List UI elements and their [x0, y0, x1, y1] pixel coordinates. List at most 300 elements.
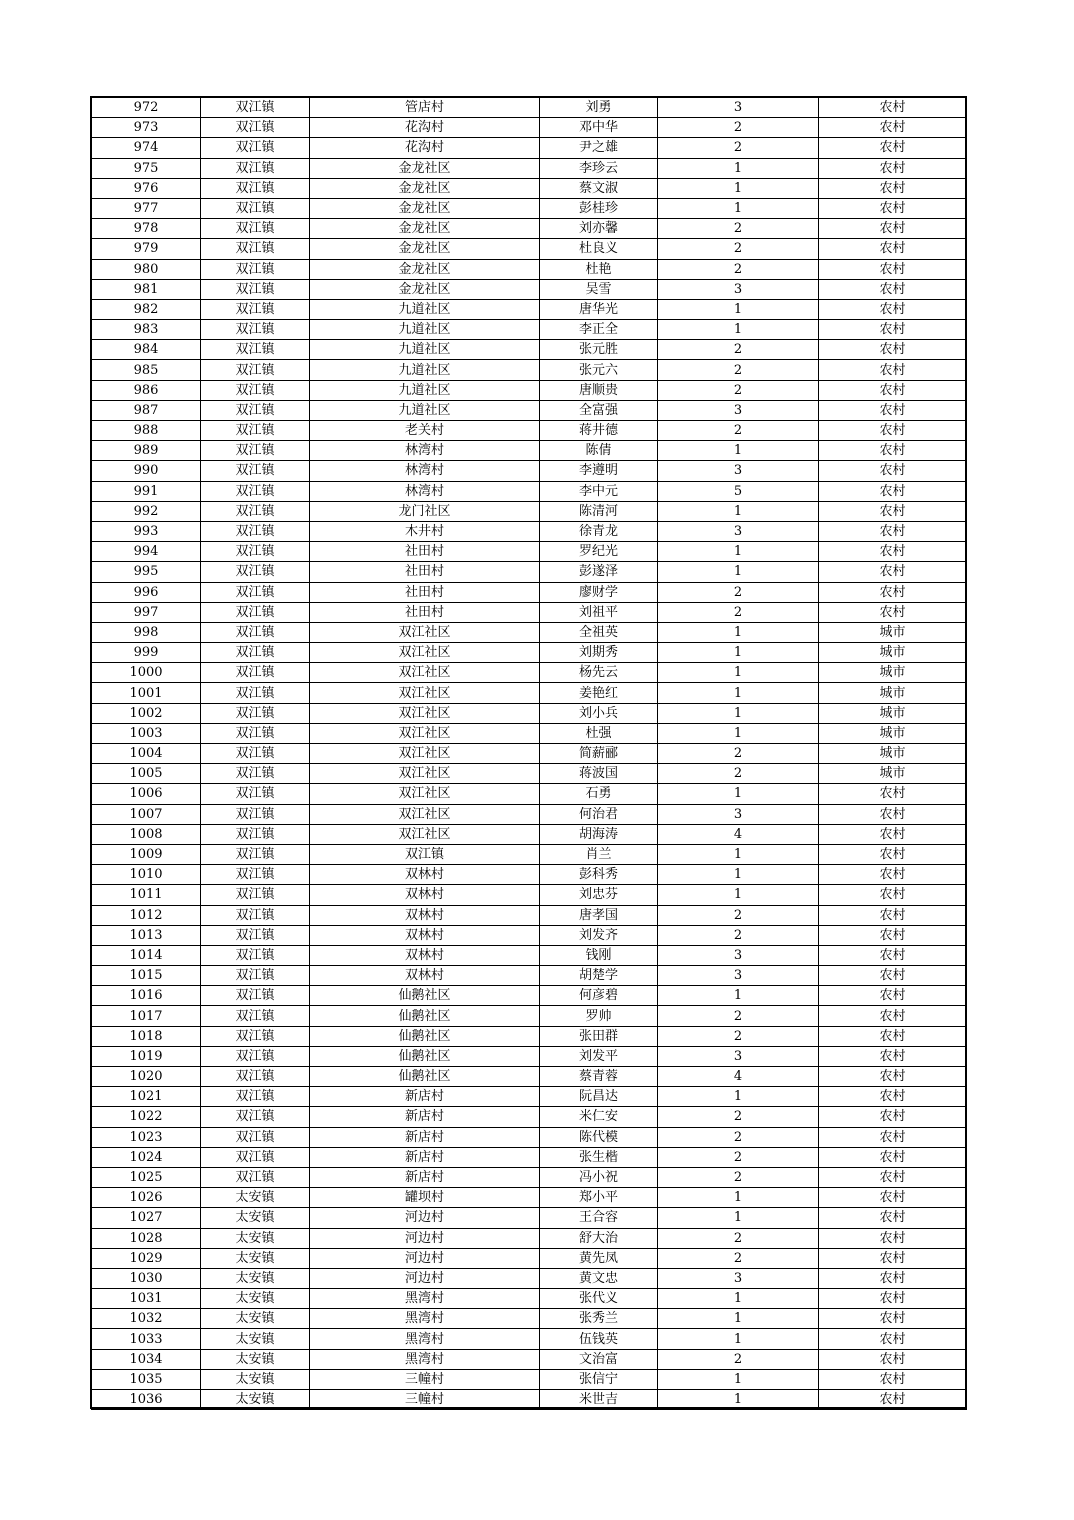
row-number-cell: 988 [92, 421, 201, 441]
row-number-cell: 1026 [92, 1188, 201, 1208]
village-cell: 花沟村 [310, 118, 540, 138]
area-type-cell: 农村 [819, 360, 967, 380]
town-cell: 太安镇 [201, 1309, 310, 1329]
household-size-cell: 2 [658, 1167, 819, 1187]
name-cell: 蔡文淑 [540, 178, 658, 198]
row-number-cell: 1001 [92, 683, 201, 703]
household-size-cell: 2 [658, 118, 819, 138]
area-type-cell: 农村 [819, 400, 967, 420]
row-number-cell: 996 [92, 582, 201, 602]
household-size-cell: 2 [658, 582, 819, 602]
village-cell: 双江社区 [310, 622, 540, 642]
row-number-cell: 991 [92, 481, 201, 501]
name-cell: 米世吉 [540, 1390, 658, 1410]
village-cell: 社田村 [310, 542, 540, 562]
town-cell: 双江镇 [201, 925, 310, 945]
area-type-cell: 农村 [819, 521, 967, 541]
village-cell: 罐坝村 [310, 1188, 540, 1208]
table-row [92, 744, 967, 764]
village-cell: 三幢村 [310, 1390, 540, 1410]
table-row [92, 441, 967, 461]
town-cell: 双江镇 [201, 905, 310, 925]
table-row [92, 764, 967, 784]
area-type-cell: 农村 [819, 461, 967, 481]
village-cell: 仙鹅社区 [310, 986, 540, 1006]
row-number-cell: 995 [92, 562, 201, 582]
household-size-cell: 1 [658, 299, 819, 319]
area-type-cell: 农村 [819, 481, 967, 501]
row-number-cell: 999 [92, 643, 201, 663]
area-type-cell: 农村 [819, 320, 967, 340]
area-type-cell: 农村 [819, 98, 967, 118]
town-cell: 双江镇 [201, 723, 310, 743]
name-cell: 冯小祝 [540, 1167, 658, 1187]
town-cell: 太安镇 [201, 1289, 310, 1309]
town-cell: 双江镇 [201, 1147, 310, 1167]
name-cell: 邓中华 [540, 118, 658, 138]
town-cell: 双江镇 [201, 824, 310, 844]
area-type-cell: 农村 [819, 1228, 967, 1248]
table-row [92, 360, 967, 380]
table-row [92, 178, 967, 198]
area-type-cell: 农村 [819, 421, 967, 441]
town-cell: 太安镇 [201, 1369, 310, 1389]
village-cell: 新店村 [310, 1147, 540, 1167]
row-number-cell: 989 [92, 441, 201, 461]
household-size-cell: 1 [658, 158, 819, 178]
town-cell: 双江镇 [201, 461, 310, 481]
village-cell: 木井村 [310, 521, 540, 541]
row-number-cell: 984 [92, 340, 201, 360]
name-cell: 彭遂泽 [540, 562, 658, 582]
area-type-cell: 农村 [819, 501, 967, 521]
village-cell: 河边村 [310, 1208, 540, 1228]
town-cell: 双江镇 [201, 986, 310, 1006]
household-size-cell: 3 [658, 1046, 819, 1066]
village-cell: 金龙社区 [310, 239, 540, 259]
area-type-cell: 农村 [819, 1087, 967, 1107]
household-size-cell: 1 [658, 643, 819, 663]
area-type-cell: 农村 [819, 986, 967, 1006]
household-size-cell: 1 [658, 663, 819, 683]
household-size-cell: 1 [658, 784, 819, 804]
table-row [92, 562, 967, 582]
village-cell: 双江社区 [310, 723, 540, 743]
town-cell: 双江镇 [201, 380, 310, 400]
name-cell: 唐顺贵 [540, 380, 658, 400]
area-type-cell: 农村 [819, 1268, 967, 1288]
household-size-cell: 2 [658, 602, 819, 622]
name-cell: 刘勇 [540, 98, 658, 118]
name-cell: 李正全 [540, 320, 658, 340]
household-size-cell: 1 [658, 622, 819, 642]
household-size-cell: 1 [658, 683, 819, 703]
household-size-cell: 2 [658, 1026, 819, 1046]
area-type-cell: 城市 [819, 703, 967, 723]
town-cell: 双江镇 [201, 784, 310, 804]
household-size-cell: 3 [658, 804, 819, 824]
household-size-cell: 2 [658, 1248, 819, 1268]
household-size-cell: 3 [658, 400, 819, 420]
household-size-cell: 1 [658, 1329, 819, 1349]
town-cell: 双江镇 [201, 481, 310, 501]
name-cell: 姜艳红 [540, 683, 658, 703]
row-number-cell: 1010 [92, 865, 201, 885]
household-size-cell: 3 [658, 461, 819, 481]
table-row [92, 1087, 967, 1107]
area-type-cell: 农村 [819, 804, 967, 824]
area-type-cell: 农村 [819, 905, 967, 925]
name-cell: 石勇 [540, 784, 658, 804]
household-size-cell: 3 [658, 945, 819, 965]
town-cell: 双江镇 [201, 622, 310, 642]
name-cell: 郑小平 [540, 1188, 658, 1208]
town-cell: 双江镇 [201, 400, 310, 420]
area-type-cell: 农村 [819, 602, 967, 622]
row-number-cell: 981 [92, 279, 201, 299]
row-number-cell: 976 [92, 178, 201, 198]
table-row [92, 1309, 967, 1329]
town-cell: 太安镇 [201, 1228, 310, 1248]
household-size-cell: 2 [658, 259, 819, 279]
row-number-cell: 1020 [92, 1067, 201, 1087]
town-cell: 双江镇 [201, 844, 310, 864]
village-cell: 双林村 [310, 865, 540, 885]
name-cell: 米仁安 [540, 1107, 658, 1127]
area-type-cell: 农村 [819, 865, 967, 885]
name-cell: 李遵明 [540, 461, 658, 481]
name-cell: 蒋井德 [540, 421, 658, 441]
table-row [92, 198, 967, 218]
table-row [92, 723, 967, 743]
household-size-cell: 3 [658, 521, 819, 541]
row-number-cell: 1034 [92, 1349, 201, 1369]
row-number-cell: 1008 [92, 824, 201, 844]
table-row [92, 98, 967, 118]
household-size-cell: 3 [658, 1268, 819, 1288]
town-cell: 双江镇 [201, 966, 310, 986]
area-type-cell: 农村 [819, 582, 967, 602]
area-type-cell: 农村 [819, 380, 967, 400]
village-cell: 仙鹅社区 [310, 1046, 540, 1066]
row-number-cell: 1009 [92, 844, 201, 864]
name-cell: 陈代模 [540, 1127, 658, 1147]
row-number-cell: 992 [92, 501, 201, 521]
row-number-cell: 1021 [92, 1087, 201, 1107]
household-size-cell: 2 [658, 744, 819, 764]
table-row [92, 622, 967, 642]
name-cell: 陈清河 [540, 501, 658, 521]
town-cell: 双江镇 [201, 602, 310, 622]
table-row [92, 461, 967, 481]
town-cell: 双江镇 [201, 1067, 310, 1087]
area-type-cell: 农村 [819, 966, 967, 986]
household-size-cell: 1 [658, 562, 819, 582]
town-cell: 双江镇 [201, 1087, 310, 1107]
row-number-cell: 1030 [92, 1268, 201, 1288]
row-number-cell: 1033 [92, 1329, 201, 1349]
table-row [92, 663, 967, 683]
row-number-cell: 979 [92, 239, 201, 259]
town-cell: 双江镇 [201, 1107, 310, 1127]
town-cell: 太安镇 [201, 1349, 310, 1369]
table-row [92, 118, 967, 138]
household-size-cell: 1 [658, 986, 819, 1006]
town-cell: 双江镇 [201, 865, 310, 885]
table-row [92, 966, 967, 986]
town-cell: 双江镇 [201, 945, 310, 965]
table-row [92, 1046, 967, 1066]
area-type-cell: 农村 [819, 299, 967, 319]
area-type-cell: 农村 [819, 178, 967, 198]
name-cell: 彭桂珍 [540, 198, 658, 218]
household-size-cell: 4 [658, 824, 819, 844]
household-size-cell: 1 [658, 1369, 819, 1389]
table-row [92, 703, 967, 723]
table-row [92, 1067, 967, 1087]
name-cell: 黄先凤 [540, 1248, 658, 1268]
area-type-cell: 农村 [819, 219, 967, 239]
name-cell: 李珍云 [540, 158, 658, 178]
name-cell: 刘期秀 [540, 643, 658, 663]
town-cell: 双江镇 [201, 198, 310, 218]
table-row [92, 158, 967, 178]
area-type-cell: 农村 [819, 1349, 967, 1369]
table-row [92, 1147, 967, 1167]
village-cell: 社田村 [310, 582, 540, 602]
row-number-cell: 1028 [92, 1228, 201, 1248]
table-row [92, 320, 967, 340]
table-row [92, 1329, 967, 1349]
village-cell: 九道社区 [310, 380, 540, 400]
village-cell: 老关村 [310, 421, 540, 441]
household-size-cell: 2 [658, 340, 819, 360]
table-row [92, 521, 967, 541]
town-cell: 太安镇 [201, 1208, 310, 1228]
village-cell: 金龙社区 [310, 198, 540, 218]
household-size-cell: 1 [658, 320, 819, 340]
household-size-cell: 2 [658, 1147, 819, 1167]
row-number-cell: 987 [92, 400, 201, 420]
area-type-cell: 农村 [819, 1026, 967, 1046]
name-cell: 全祖英 [540, 622, 658, 642]
row-number-cell: 973 [92, 118, 201, 138]
name-cell: 杨先云 [540, 663, 658, 683]
village-cell: 金龙社区 [310, 219, 540, 239]
area-type-cell: 农村 [819, 542, 967, 562]
row-number-cell: 1002 [92, 703, 201, 723]
town-cell: 双江镇 [201, 683, 310, 703]
household-size-cell: 4 [658, 1067, 819, 1087]
name-cell: 廖财学 [540, 582, 658, 602]
area-type-cell: 农村 [819, 844, 967, 864]
row-number-cell: 1000 [92, 663, 201, 683]
town-cell: 双江镇 [201, 562, 310, 582]
area-type-cell: 农村 [819, 1147, 967, 1167]
area-type-cell: 城市 [819, 744, 967, 764]
town-cell: 双江镇 [201, 744, 310, 764]
village-cell: 金龙社区 [310, 178, 540, 198]
row-number-cell: 1003 [92, 723, 201, 743]
town-cell: 双江镇 [201, 1026, 310, 1046]
table-row [92, 501, 967, 521]
village-cell: 仙鹅社区 [310, 1026, 540, 1046]
name-cell: 杜强 [540, 723, 658, 743]
table-row [92, 259, 967, 279]
household-size-cell: 1 [658, 198, 819, 218]
name-cell: 刘亦馨 [540, 219, 658, 239]
area-type-cell: 农村 [819, 340, 967, 360]
name-cell: 陈倩 [540, 441, 658, 461]
village-cell: 黑湾村 [310, 1309, 540, 1329]
name-cell: 刘忠芬 [540, 885, 658, 905]
village-cell: 九道社区 [310, 400, 540, 420]
table-row [92, 1026, 967, 1046]
table-row [92, 885, 967, 905]
name-cell: 唐华光 [540, 299, 658, 319]
household-size-cell: 1 [658, 703, 819, 723]
town-cell: 双江镇 [201, 1127, 310, 1147]
household-size-cell: 1 [658, 1208, 819, 1228]
table-row [92, 219, 967, 239]
table-row [92, 542, 967, 562]
name-cell: 何彦碧 [540, 986, 658, 1006]
name-cell: 文治富 [540, 1349, 658, 1369]
village-cell: 新店村 [310, 1167, 540, 1187]
row-number-cell: 990 [92, 461, 201, 481]
area-type-cell: 农村 [819, 441, 967, 461]
household-size-cell: 2 [658, 764, 819, 784]
name-cell: 王合容 [540, 1208, 658, 1228]
village-cell: 三幢村 [310, 1369, 540, 1389]
area-type-cell: 农村 [819, 198, 967, 218]
name-cell: 张生楷 [540, 1147, 658, 1167]
village-cell: 九道社区 [310, 340, 540, 360]
household-size-cell: 2 [658, 360, 819, 380]
table-row [92, 643, 967, 663]
name-cell: 阮昌达 [540, 1087, 658, 1107]
table-row [92, 299, 967, 319]
name-cell: 简薪郦 [540, 744, 658, 764]
village-cell: 九道社区 [310, 299, 540, 319]
village-cell: 九道社区 [310, 360, 540, 380]
area-type-cell: 农村 [819, 1067, 967, 1087]
row-number-cell: 986 [92, 380, 201, 400]
name-cell: 罗纪光 [540, 542, 658, 562]
town-cell: 双江镇 [201, 441, 310, 461]
row-number-cell: 1022 [92, 1107, 201, 1127]
table-row [92, 138, 967, 158]
row-number-cell: 993 [92, 521, 201, 541]
name-cell: 何治君 [540, 804, 658, 824]
table-row [92, 865, 967, 885]
table-row [92, 804, 967, 824]
household-size-cell: 3 [658, 279, 819, 299]
household-size-cell: 1 [658, 178, 819, 198]
town-cell: 太安镇 [201, 1329, 310, 1349]
row-number-cell: 1035 [92, 1369, 201, 1389]
town-cell: 双江镇 [201, 299, 310, 319]
row-number-cell: 1014 [92, 945, 201, 965]
row-number-cell: 1024 [92, 1147, 201, 1167]
area-type-cell: 农村 [819, 1127, 967, 1147]
household-size-cell: 1 [658, 1309, 819, 1329]
household-size-cell: 1 [658, 1188, 819, 1208]
area-type-cell: 农村 [819, 784, 967, 804]
village-cell: 河边村 [310, 1248, 540, 1268]
town-cell: 双江镇 [201, 885, 310, 905]
village-cell: 双江镇 [310, 844, 540, 864]
row-number-cell: 997 [92, 602, 201, 622]
town-cell: 双江镇 [201, 178, 310, 198]
town-cell: 双江镇 [201, 138, 310, 158]
row-number-cell: 1011 [92, 885, 201, 905]
household-size-cell: 1 [658, 723, 819, 743]
area-type-cell: 农村 [819, 1167, 967, 1187]
town-cell: 双江镇 [201, 1167, 310, 1187]
household-size-cell: 1 [658, 844, 819, 864]
village-cell: 双江社区 [310, 744, 540, 764]
village-cell: 双林村 [310, 905, 540, 925]
area-type-cell: 农村 [819, 1390, 967, 1410]
name-cell: 胡楚学 [540, 966, 658, 986]
name-cell: 张秀兰 [540, 1309, 658, 1329]
table-row [92, 400, 967, 420]
row-number-cell: 983 [92, 320, 201, 340]
town-cell: 双江镇 [201, 118, 310, 138]
table-row [92, 340, 967, 360]
town-cell: 双江镇 [201, 643, 310, 663]
name-cell: 彭科秀 [540, 865, 658, 885]
household-size-cell: 2 [658, 219, 819, 239]
area-type-cell: 农村 [819, 279, 967, 299]
row-number-cell: 982 [92, 299, 201, 319]
name-cell: 刘祖平 [540, 602, 658, 622]
table-row [92, 986, 967, 1006]
name-cell: 舒大治 [540, 1228, 658, 1248]
name-cell: 吴雪 [540, 279, 658, 299]
town-cell: 双江镇 [201, 320, 310, 340]
row-number-cell: 1027 [92, 1208, 201, 1228]
town-cell: 双江镇 [201, 421, 310, 441]
town-cell: 双江镇 [201, 259, 310, 279]
table-row [92, 1006, 967, 1026]
area-type-cell: 农村 [819, 118, 967, 138]
village-cell: 双林村 [310, 945, 540, 965]
name-cell: 钱刚 [540, 945, 658, 965]
row-number-cell: 1005 [92, 764, 201, 784]
table-row [92, 239, 967, 259]
village-cell: 社田村 [310, 562, 540, 582]
row-number-cell: 974 [92, 138, 201, 158]
village-cell: 龙门社区 [310, 501, 540, 521]
table-row [92, 582, 967, 602]
town-cell: 双江镇 [201, 582, 310, 602]
table-row [92, 1268, 967, 1288]
village-cell: 双江社区 [310, 683, 540, 703]
row-number-cell: 1023 [92, 1127, 201, 1147]
table-row [92, 1107, 967, 1127]
town-cell: 双江镇 [201, 239, 310, 259]
name-cell: 张元胜 [540, 340, 658, 360]
town-cell: 太安镇 [201, 1248, 310, 1268]
area-type-cell: 农村 [819, 925, 967, 945]
village-cell: 仙鹅社区 [310, 1067, 540, 1087]
area-type-cell: 农村 [819, 1006, 967, 1026]
table-row [92, 1208, 967, 1228]
household-size-cell: 3 [658, 98, 819, 118]
village-cell: 双江社区 [310, 804, 540, 824]
